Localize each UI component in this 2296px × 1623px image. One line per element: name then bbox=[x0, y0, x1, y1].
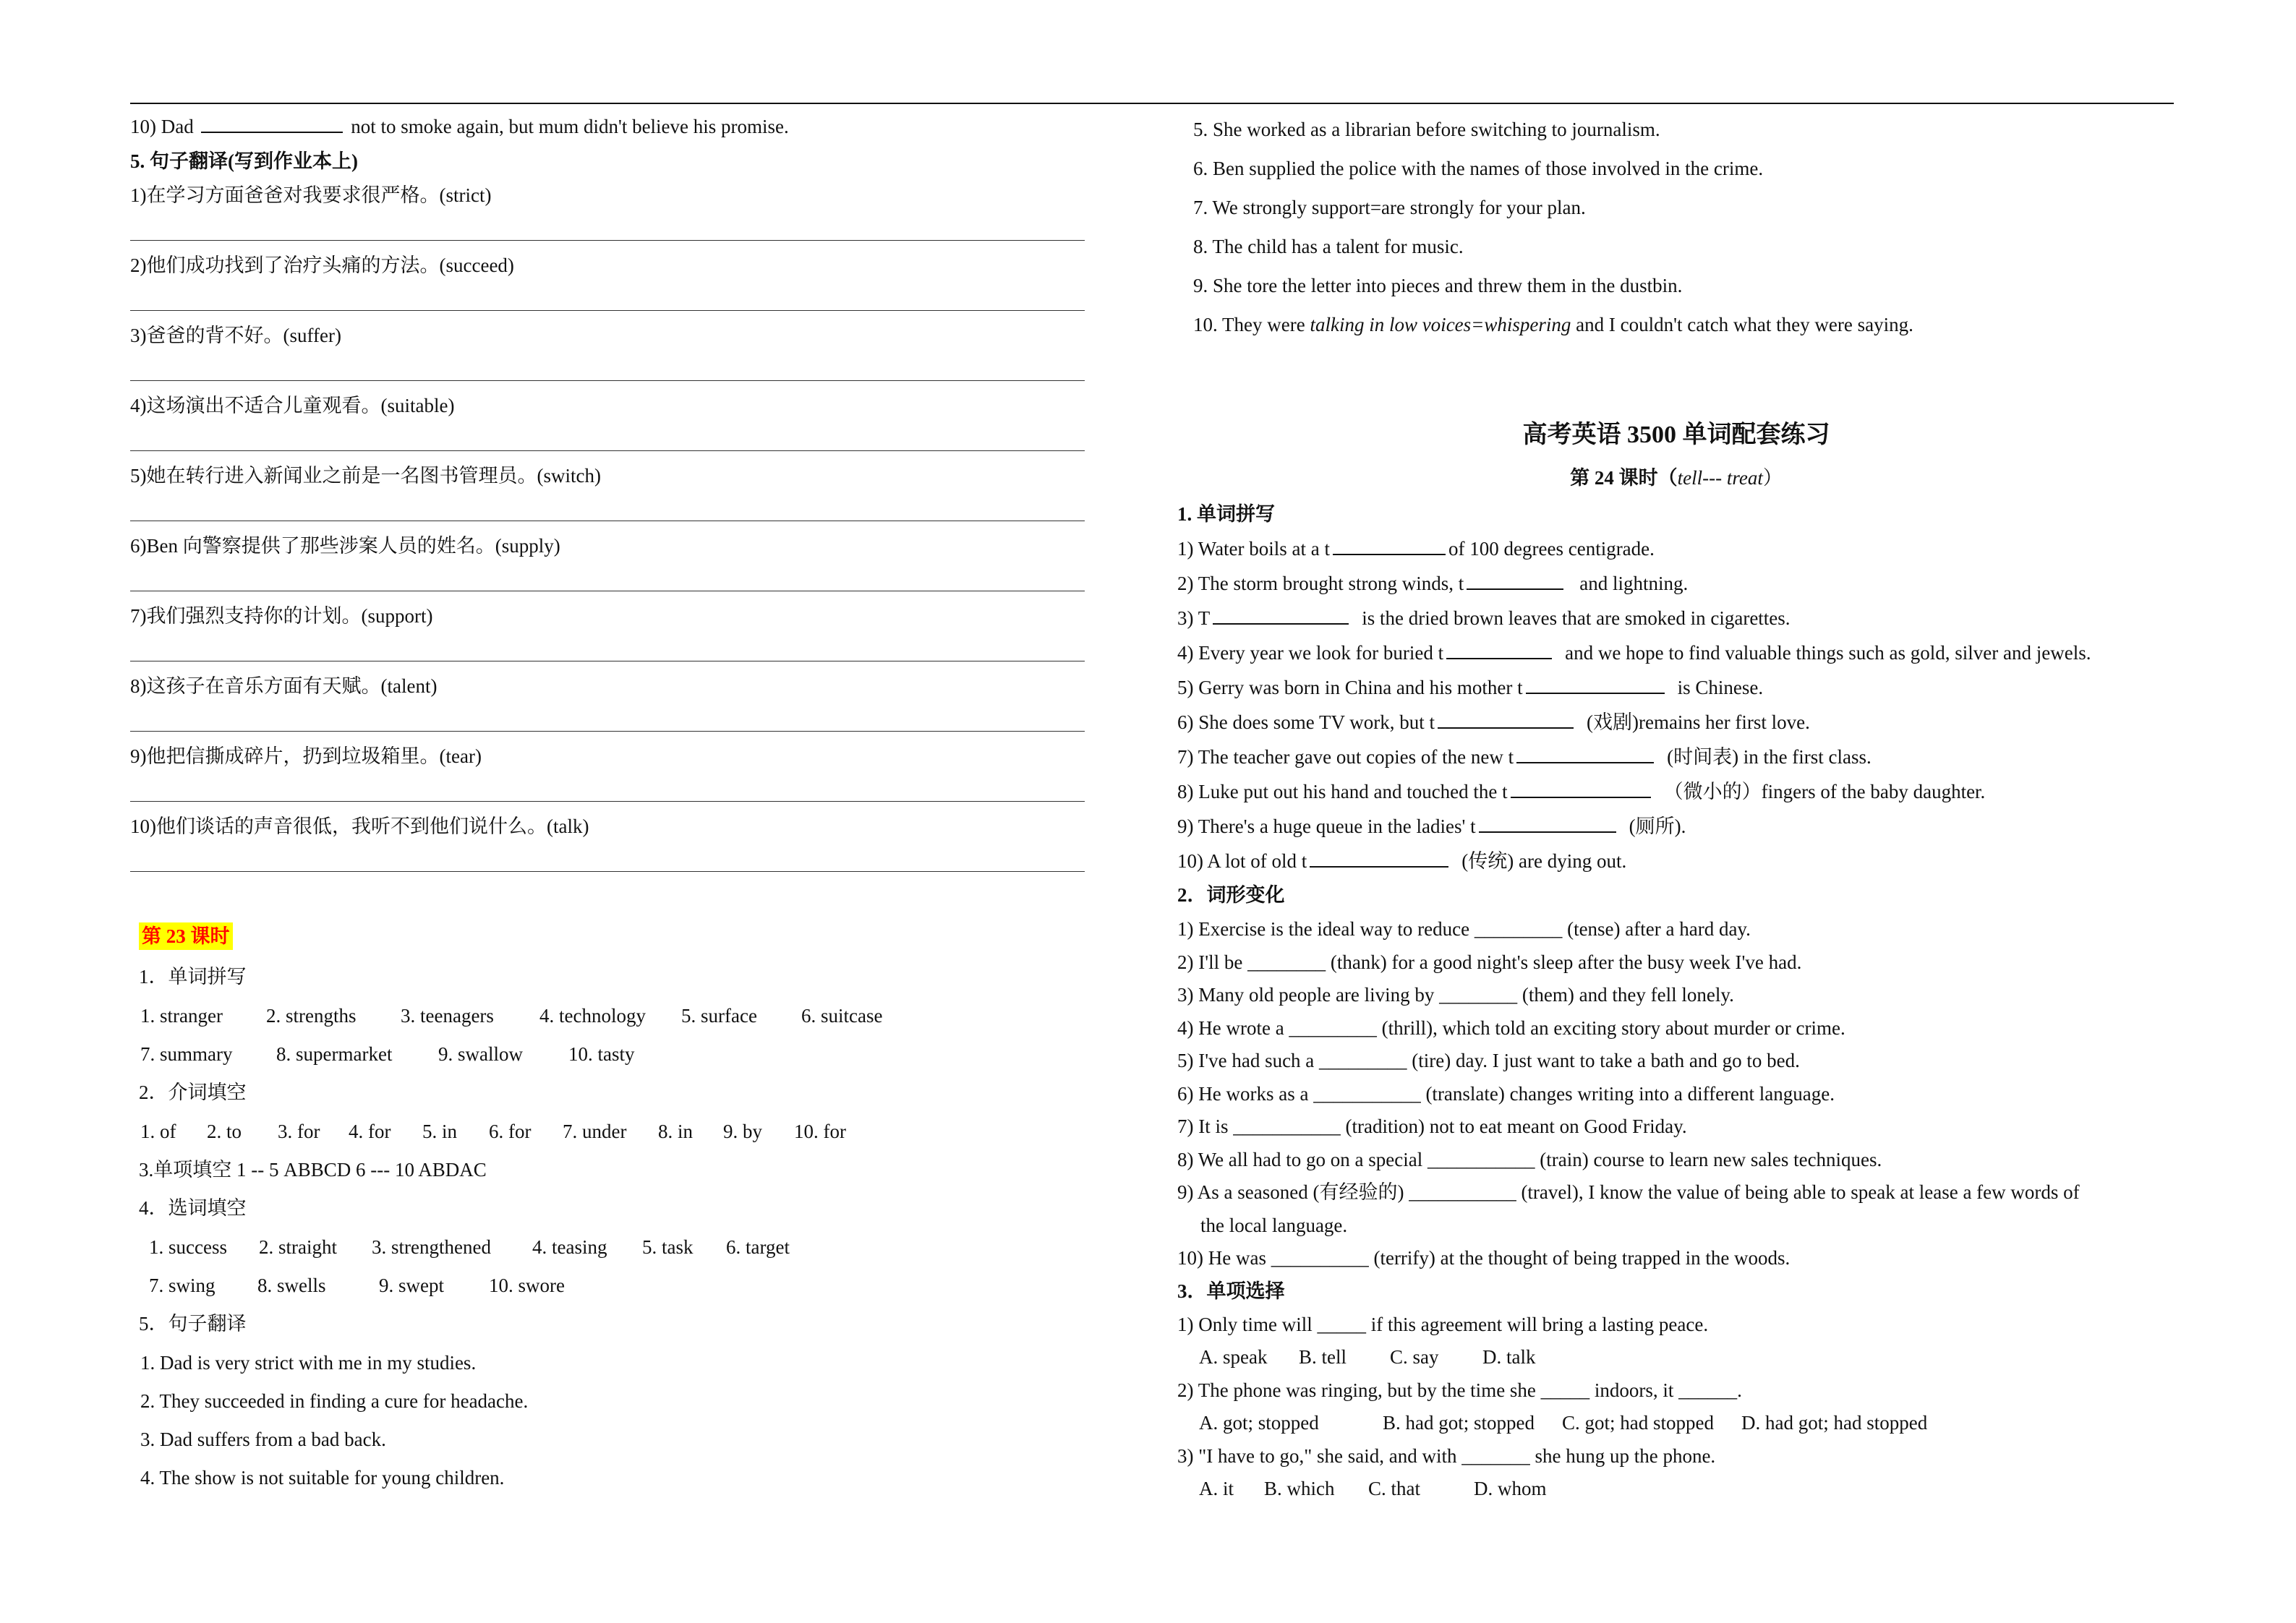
answer-blank[interactable] bbox=[1516, 745, 1654, 763]
answer-item: 8. swells bbox=[257, 1275, 326, 1296]
answer-item: 5. task bbox=[642, 1236, 694, 1258]
answer-section-title: 1．单词拼写 bbox=[139, 966, 247, 988]
answer-blank[interactable] bbox=[1446, 641, 1552, 659]
translation-prompt: 5)她在转行进入新闻业之前是一名图书管理员。(switch) bbox=[130, 465, 601, 487]
answer-blank[interactable] bbox=[1438, 710, 1574, 729]
answer-line[interactable] bbox=[130, 801, 1085, 802]
answer-line-multiple-choice: 3.单项填空 1 -- 5 ABBCD 6 --- 10 ABDAC bbox=[139, 1159, 487, 1181]
option[interactable]: C. got; had stopped bbox=[1562, 1412, 1714, 1434]
exercise-line: 9) As a seasoned (有经验的) ___________ (travel), I know the value of being able to speak at lease a few words of bbox=[1177, 1181, 2080, 1203]
answer-item: 6. suitcase bbox=[801, 1005, 883, 1027]
answer-text-italic: talking in low voices=whispering bbox=[1310, 314, 1571, 335]
answer-line[interactable] bbox=[130, 310, 1085, 311]
section-title-translation: 5. 句子翻译(写到作业本上) bbox=[130, 150, 358, 172]
answer-blank[interactable] bbox=[201, 114, 343, 133]
answer-item: 2. to bbox=[207, 1121, 242, 1142]
answer-sentence: 9. She tore the letter into pieces and threw them in the dustbin. bbox=[1193, 275, 1683, 296]
answer-section-title: 2．介词填空 bbox=[139, 1082, 247, 1103]
options-row bbox=[1199, 1476, 1547, 1501]
q10-suffix: not to smoke again, but mum didn't believe his promise. bbox=[351, 116, 789, 137]
answer-item: 6. target bbox=[726, 1236, 790, 1258]
exercise-line: 4) He wrote a _________ (thrill), which told an exciting story about murder or crime. bbox=[1177, 1017, 1845, 1039]
translation-prompt: 6)Ben 向警察提供了那些涉案人员的姓名。(supply) bbox=[130, 535, 560, 557]
option[interactable]: D. whom bbox=[1474, 1478, 1547, 1499]
answer-item: 2. straight bbox=[259, 1236, 337, 1258]
answer-blank[interactable] bbox=[1467, 571, 1563, 590]
answer-sentence: 4. The show is not suitable for young children. bbox=[140, 1467, 505, 1489]
translation-prompt: 8)这孩子在音乐方面有天赋。(talent) bbox=[130, 675, 438, 697]
answer-item: 4. technology bbox=[539, 1005, 646, 1027]
answer-row bbox=[140, 1042, 635, 1066]
translation-prompt: 10)他们谈话的声音很低，我听不到他们说什么。(talk) bbox=[130, 815, 589, 837]
q10-prefix: 10) Dad bbox=[130, 116, 194, 137]
option[interactable]: D. talk bbox=[1482, 1346, 1536, 1368]
answer-item: 9. by bbox=[723, 1121, 762, 1142]
answer-row bbox=[140, 1119, 846, 1144]
lesson-23-heading bbox=[139, 924, 233, 948]
answer-item: 6. for bbox=[489, 1121, 532, 1142]
option[interactable]: C. say bbox=[1390, 1346, 1439, 1368]
answer-blank[interactable] bbox=[1333, 536, 1446, 555]
option[interactable]: A. it bbox=[1199, 1478, 1234, 1499]
exercise-line: 7) The teacher gave out copies of the new t (时间表) in the first class. bbox=[1177, 746, 1872, 768]
answer-sentence: 1. Dad is very strict with me in my studies. bbox=[140, 1352, 477, 1374]
answer-line[interactable] bbox=[130, 871, 1085, 872]
translation-prompt: 2)他们成功找到了治疗头痛的方法。(succeed) bbox=[130, 254, 514, 276]
question: 1) Only time will _____ if this agreement will bring a lasting peace. bbox=[1177, 1314, 1709, 1335]
answer-line[interactable] bbox=[130, 450, 1085, 451]
answer-item: 7. under bbox=[563, 1121, 627, 1142]
answer-item: 1. stranger bbox=[140, 1005, 223, 1027]
option[interactable]: B. tell bbox=[1299, 1346, 1347, 1368]
exercise-line: 3) T is the dried brown leaves that are smoked in cigarettes. bbox=[1177, 607, 1791, 629]
answer-item: 3. strengthened bbox=[372, 1236, 491, 1258]
question: 2) The phone was ringing, but by the time she _____ indoors, it ______. bbox=[1177, 1379, 1742, 1401]
section-title-multiple-choice: 3．单项选择 bbox=[1177, 1280, 1285, 1302]
question: 3) "I have to go," she said, and with _______ she hung up the phone. bbox=[1177, 1445, 1716, 1467]
answer-row bbox=[140, 1003, 882, 1028]
exercise-line: 6) She does some TV work, but t (戏剧)remains her first love. bbox=[1177, 711, 1810, 733]
answer-row bbox=[149, 1273, 565, 1298]
options-row bbox=[1199, 1410, 1927, 1435]
answer-item: 8. supermarket bbox=[276, 1043, 393, 1065]
exercise-line bbox=[130, 114, 789, 139]
exercise-line: 8) We all had to go on a special ___________ (train) course to learn new sales techniques. bbox=[1177, 1149, 1882, 1170]
exercise-line: 8) Luke put out his hand and touched the t （微小的）fingers of the baby daughter. bbox=[1177, 781, 1986, 802]
answer-sentence: 6. Ben supplied the police with the names of those involved in the crime. bbox=[1193, 158, 1764, 179]
option[interactable]: B. had got; stopped bbox=[1383, 1412, 1535, 1434]
exercise-line: 4) Every year we look for buried t and we hope to find valuable things such as gold, silver and jewels. bbox=[1177, 642, 2091, 664]
answer-item: 1. success bbox=[149, 1236, 227, 1258]
answer-section-title: 4．选词填空 bbox=[139, 1197, 247, 1219]
answer-item: 8. in bbox=[658, 1121, 694, 1142]
answer-item: 10. for bbox=[794, 1121, 846, 1142]
worksheet-title: 高考英语 3500 单词配套练习 bbox=[1522, 421, 1830, 448]
answer-line[interactable] bbox=[130, 731, 1085, 732]
answer-item: 10. tasty bbox=[568, 1043, 635, 1065]
options-row bbox=[1199, 1345, 1536, 1369]
answer-item: 9. swallow bbox=[438, 1043, 523, 1065]
answer-line[interactable] bbox=[130, 240, 1085, 241]
answer-item: 3. teenagers bbox=[401, 1005, 494, 1027]
answer-item: 9. swept bbox=[379, 1275, 444, 1296]
answer-item: 4. teasing bbox=[532, 1236, 607, 1258]
answer-item: 4. for bbox=[349, 1121, 391, 1142]
answer-sentence: 5. She worked as a librarian before switching to journalism. bbox=[1193, 119, 1660, 140]
answer-item: 5. surface bbox=[681, 1005, 757, 1027]
answer-blank[interactable] bbox=[1310, 849, 1448, 868]
exercise-line-continued: the local language. bbox=[1200, 1215, 1348, 1236]
option[interactable]: D. had got; had stopped bbox=[1741, 1412, 1928, 1434]
highlighted-lesson-label: 第 23 课时 bbox=[139, 922, 233, 950]
answer-sentence: 3. Dad suffers from a bad back. bbox=[140, 1429, 386, 1450]
translation-prompt: 7)我们强烈支持你的计划。(support) bbox=[130, 605, 433, 627]
lesson-label: 第 24 课时（ bbox=[1570, 467, 1678, 489]
answer-sentence: 7. We strongly support=are strongly for your plan. bbox=[1193, 197, 1586, 218]
exercise-line: 10) A lot of old t (传统) are dying out. bbox=[1177, 850, 1627, 872]
translation-prompt: 9)他把信撕成碎片，扔到垃圾箱里。(tear) bbox=[130, 745, 482, 767]
option[interactable]: B. which bbox=[1264, 1478, 1335, 1499]
lesson-subtitle bbox=[1177, 466, 2175, 490]
answer-blank[interactable] bbox=[1479, 814, 1616, 833]
translation-prompt: 1)在学习方面爸爸对我要求很严格。(strict) bbox=[130, 184, 492, 206]
translation-prompt: 4)这场演出不适合儿童观看。(suitable) bbox=[130, 395, 455, 416]
answer-text: and I couldn't catch what they were saying. bbox=[1571, 314, 1913, 335]
answer-item: 7. swing bbox=[149, 1275, 215, 1296]
answer-blank[interactable] bbox=[1213, 606, 1349, 625]
answer-blank[interactable] bbox=[1511, 779, 1651, 798]
exercise-line: 10) He was __________ (terrify) at the thought of being trapped in the woods. bbox=[1177, 1247, 1791, 1269]
answer-text: 10. They were bbox=[1193, 314, 1310, 335]
exercise-line: 2) I'll be ________ (thank) for a good night's sleep after the busy week I've had. bbox=[1177, 951, 1802, 973]
answer-section-title: 5．句子翻译 bbox=[139, 1313, 247, 1335]
exercise-line: 7) It is ___________ (tradition) not to eat meant on Good Friday. bbox=[1177, 1115, 1687, 1137]
exercise-line: 9) There's a huge queue in the ladies' t (厕所). bbox=[1177, 815, 1686, 837]
exercise-line: 3) Many old people are living by ________ (them) and they fell lonely. bbox=[1177, 984, 1734, 1006]
exercise-line: 5) I've had such a _________ (tire) day. I just want to take a bath and go to bed. bbox=[1177, 1050, 1800, 1071]
option[interactable]: A. speak bbox=[1199, 1346, 1268, 1368]
answer-item: 2. strengths bbox=[266, 1005, 357, 1027]
answer-item: 7. summary bbox=[140, 1043, 233, 1065]
exercise-line: 2) The storm brought strong winds, t and lightning. bbox=[1177, 573, 1689, 594]
answer-row bbox=[149, 1235, 790, 1259]
answer-sentence: 8. The child has a talent for music. bbox=[1193, 236, 1464, 257]
option[interactable]: A. got; stopped bbox=[1199, 1412, 1319, 1434]
lesson-label-close: ） bbox=[1762, 467, 1783, 489]
header-rule bbox=[130, 103, 2174, 104]
section-title-spelling: 1. 单词拼写 bbox=[1177, 503, 1275, 525]
exercise-line: 6) He works as a ___________ (translate) changes writing into a different language. bbox=[1177, 1083, 1835, 1105]
option[interactable]: C. that bbox=[1368, 1478, 1420, 1499]
answer-item: 3. for bbox=[278, 1121, 320, 1142]
lesson-range: tell--- treat bbox=[1677, 467, 1763, 489]
exercise-line: 5) Gerry was born in China and his mother t is Chinese. bbox=[1177, 677, 1764, 698]
exercise-line: 1) Exercise is the ideal way to reduce _________ (tense) after a hard day. bbox=[1177, 918, 1751, 940]
answer-item: 10. swore bbox=[489, 1275, 565, 1296]
answer-item: 1. of bbox=[140, 1121, 176, 1142]
answer-sentence bbox=[1193, 312, 1913, 337]
answer-item: 5. in bbox=[422, 1121, 458, 1142]
answer-blank[interactable] bbox=[1526, 675, 1665, 694]
answer-line[interactable] bbox=[130, 380, 1085, 381]
translation-prompt: 3)爸爸的背不好。(suffer) bbox=[130, 325, 341, 346]
exercise-line: 1) Water boils at a t of 100 degrees centigrade. bbox=[1177, 538, 1655, 560]
section-title-word-forms: 2．词形变化 bbox=[1177, 884, 1285, 906]
answer-sentence: 2. They succeeded in finding a cure for headache. bbox=[140, 1390, 529, 1412]
